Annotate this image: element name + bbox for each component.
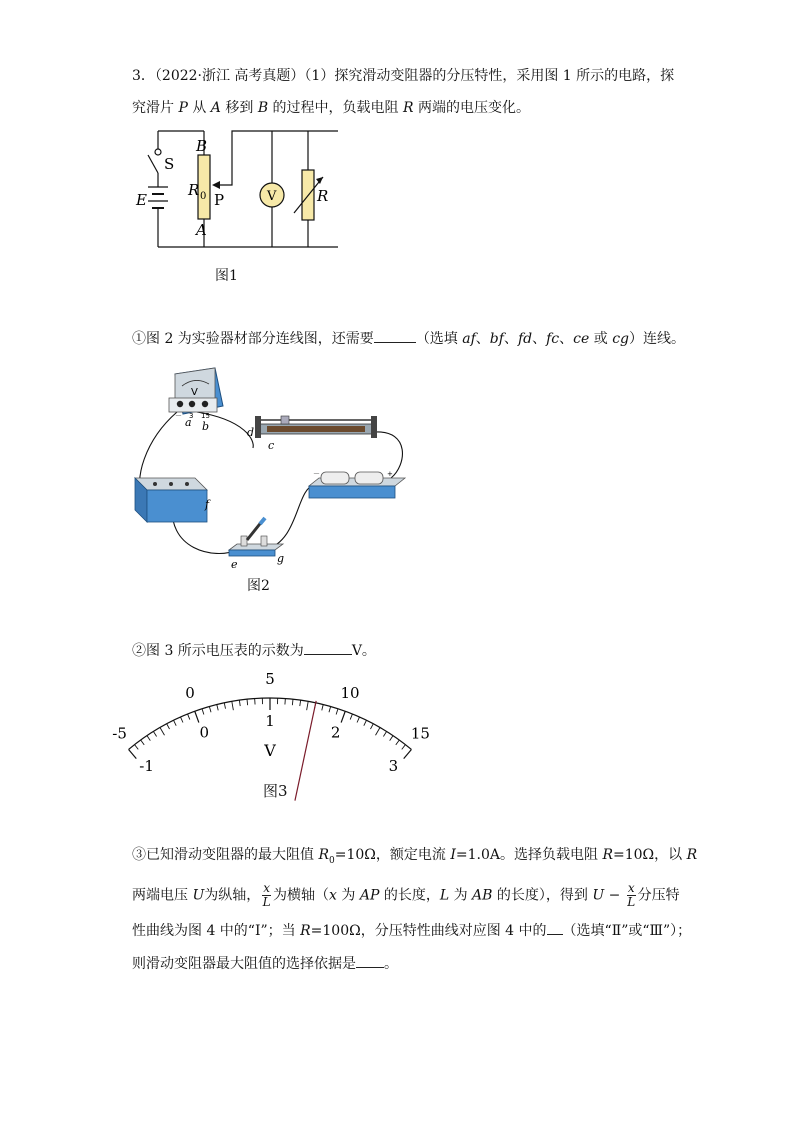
scale-tick [292,699,293,705]
var-ab: AB [472,887,493,904]
text: =10Ω，额定电流 [334,847,451,863]
var-r: R [686,847,698,863]
label-b: B [196,137,208,155]
label-a: A [196,221,207,239]
denominator: L [262,895,271,909]
text: 分压特 [637,887,680,904]
text: 为 [449,887,473,904]
scale-tick [336,709,338,715]
outer-scale-label: 0 [185,684,195,703]
label-e: e [231,558,238,571]
text: =1.0A。选择负载电阻 [455,847,603,863]
text: 的长度），得到 [492,887,593,904]
scale-tick [404,749,412,758]
question-line-2 [132,98,530,118]
var-b: B [257,100,269,116]
label-c: c [268,439,275,452]
scale-tick [341,711,345,722]
text: 或 [589,331,613,347]
scale-tick [129,749,137,758]
label-p: P [214,191,225,209]
figure-3-voltmeter-scale [112,668,430,778]
label-d: d [247,426,255,439]
inner-scale-label: 2 [330,723,341,742]
text: 为 [336,887,360,904]
scale-tick [232,701,234,710]
answer-blank-3[interactable] [547,920,563,935]
text: ）连线。 [629,331,685,347]
label-s: S [164,155,175,173]
var-p: P [178,100,188,116]
var-r: R [602,847,613,863]
inner-scale-label: -1 [139,756,154,775]
scale-tick [141,740,145,745]
answer-blank-4[interactable] [356,953,384,968]
terminal-15: 15 [201,412,210,420]
needle [295,701,316,801]
text: 两端电压 [132,887,193,904]
question-text: 3．（2022·浙江 高考真题）（1）探究滑动变阻器的分压特性，采用图 1 所示的电路，探 [132,68,675,84]
option-fc: fc [546,331,560,347]
figure-3-caption: 图3 [263,782,288,800]
label-r: R [317,187,329,205]
option-bf: bf [489,331,504,347]
text: 究滑片 [132,100,179,116]
text: （选填“Ⅱ”或“Ⅲ”）； [562,923,692,939]
label-b: b [202,420,210,433]
var-l: L [439,887,450,904]
text: V。 [351,643,376,659]
text: （选填 [415,331,463,347]
voltmeter-device [169,368,223,420]
part-1-line [132,328,685,349]
scale-tick [396,740,400,745]
rheostat-body [198,155,210,219]
var-r: R [300,923,311,939]
text: 为纵轴， [204,887,261,904]
answer-blank-1[interactable] [374,328,416,343]
inner-scale-label: 3 [388,756,399,775]
option-ce: ce [573,331,590,347]
scale-tick [195,711,199,722]
scale-tick [147,736,150,741]
question-line-1 [132,66,674,86]
scale-tick [174,720,177,725]
label-e: E [136,191,147,209]
terminal-minus: － [175,412,182,420]
scale-tick [329,707,331,713]
scale-tick [247,699,248,705]
rheostat-device [255,416,377,438]
var-ap: AP [359,887,380,904]
text: 。 [384,956,398,972]
scale-tick [402,745,406,750]
text: 的长度， [379,887,440,904]
scale-tick [357,717,359,722]
scale-tick [350,714,352,720]
label-r0: R [188,181,200,199]
label-a: a [185,416,192,429]
label-f: f [205,498,210,511]
scale-tick [383,731,386,736]
text: 性曲线为图 4 中的“Ⅰ”；当 [132,923,301,939]
meter-label: V [191,387,198,398]
figure-2-apparatus [125,360,425,570]
switch-device [229,518,283,556]
slider-arrow-icon [212,181,220,189]
figure-1-circuit [130,125,350,285]
part-3-line-1 [132,845,697,871]
battery-holder [309,470,405,498]
scale-tick [217,705,218,711]
text: 则滑动变阻器最大阻值的选择依据是 [132,956,356,972]
label-r0-sub: 0 [200,191,207,202]
unit-label: V [264,741,276,760]
scale-tick [239,700,240,706]
var-u: U [192,887,205,904]
fraction-x-over-l [262,882,271,909]
option-fd: fd [517,331,533,347]
scale-tick [181,717,183,722]
scale-tick [300,700,301,706]
option-af: af [462,331,476,347]
outer-scale-label: -5 [112,724,127,743]
part-3-line-3 [132,920,691,941]
scale-tick [307,701,309,710]
part-3-line-2 [132,882,680,909]
sub: 0 [329,855,335,866]
sep: 、 [532,331,547,347]
option-cg: cg [612,331,629,347]
scale-tick [188,714,190,720]
label-v: V [267,189,277,204]
outer-scale-label: 15 [410,724,430,743]
inner-scale-label: 0 [199,723,210,742]
denominator: L [627,895,636,909]
scale-tick [209,707,211,713]
wire-g-battery [265,484,315,550]
text: ①图 2 为实验器材部分连线图，还需要 [132,331,374,347]
scale-tick [370,724,373,729]
outer-scale-label: 5 [265,670,275,688]
scale-tick [322,705,323,711]
ammeter-device [135,478,207,522]
text: 为横轴（ [273,887,330,904]
part-3-line-4 [132,953,398,974]
switch-blade [148,155,158,173]
text: 两端的电压变化。 [413,100,531,116]
numerator: x [627,881,635,895]
text: =10Ω，以 [612,847,687,863]
scale-tick [160,727,165,735]
scale-tick [224,703,225,709]
scale-tick [364,720,367,725]
scale-tick [135,745,139,750]
figure-1-caption: 图1 [215,268,238,284]
battery-minus: － [313,470,320,478]
answer-blank-2[interactable] [304,640,352,655]
label-g: g [277,552,285,565]
fraction-x-over-l [627,882,636,909]
var-r: R [403,100,414,116]
sep: 、 [503,331,518,347]
terminal-3: 3 [189,412,194,420]
numerator: x [263,881,271,895]
battery-plus: + [387,470,393,478]
scale-tick [202,709,204,715]
part-2-line [132,640,376,661]
inner-scale-label: 1 [265,712,275,730]
sep: 、 [559,331,574,347]
text: 的过程中，负载电阻 [268,100,404,116]
scale-tick [167,724,170,729]
outer-scale-label: 10 [340,684,360,703]
sep: 、 [475,331,490,347]
text: 从 [187,100,211,116]
text: ②图 3 所示电压表的示数为 [132,643,304,659]
text: 移到 [220,100,258,116]
var-r0: R [318,847,329,863]
arrow-head-icon [316,177,323,184]
text: ③已知滑动变阻器的最大阻值 [132,847,319,863]
wire-slider [220,131,338,185]
text: − [604,887,625,904]
switch-contact [155,149,161,155]
var-i: I [450,847,456,863]
figure-2-caption: 图2 [247,578,270,594]
scale-tick [376,727,381,735]
var-x: x [329,887,337,904]
var-u: U [592,887,605,904]
var-a: A [210,100,221,116]
text: =100Ω，分压特性曲线对应图 4 中的 [310,923,547,939]
scale-tick [153,731,156,736]
scale-tick [390,736,393,741]
